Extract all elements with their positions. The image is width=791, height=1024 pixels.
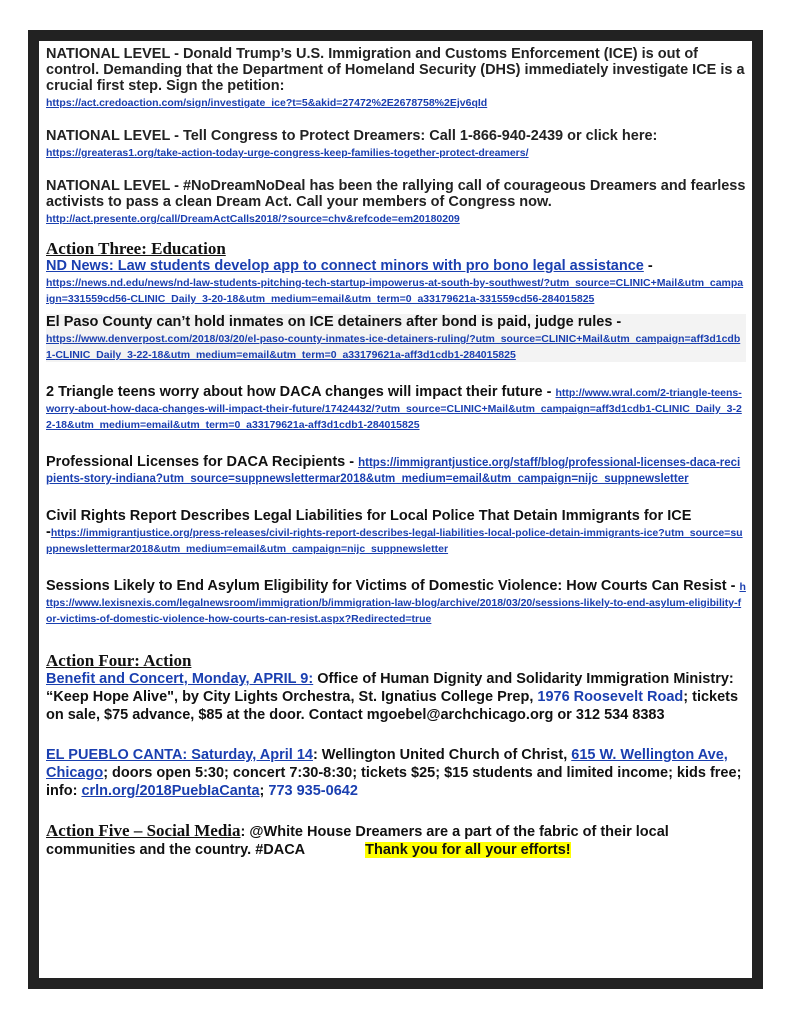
- event-text: Office of Human Dignity and Solidarity Immigration Ministry: “Keep Hope Alive", by City Lights Orchestra, St. Ignatius College Prep,: [46, 671, 734, 705]
- event-title-link[interactable]: Benefit and Concert, Monday, APRIL 9:: [46, 671, 314, 687]
- page-content: [46, 46, 746, 859]
- event-text: ;: [259, 783, 269, 799]
- education-item: [46, 578, 746, 626]
- separator: -: [726, 578, 740, 594]
- news-title: Civil Rights Report Describes Legal Liabilities for Local Police That Detain Immigrants for ICE: [46, 508, 692, 524]
- education-item: [46, 454, 746, 486]
- news-url-link[interactable]: https://www.lexisnexis.com/legalnewsroom/immigration/b/immigration-law-blog/archive/2018/03/20/sessions-likely-to-end-asylum-eligibility-for-victims-of-domestic-violence-how-courts-can-resist.aspx?Redirected=true: [46, 581, 746, 625]
- dream-act-link[interactable]: http://act.presente.org/call/DreamActCalls2018/?source=chv&refcode=em20180209: [46, 213, 460, 225]
- event-address[interactable]: 1976 Roosevelt Road: [537, 689, 684, 705]
- action-five: [46, 822, 746, 859]
- event-text: ; tickets on sale, $75 advance, $85 at the door. Contact mgoebel@archchicago.org or 312 534 8383: [46, 689, 739, 723]
- national-item-2: [46, 128, 746, 160]
- event-title-link[interactable]: EL PUEBLO CANTA: Saturday, April 14: [46, 747, 313, 763]
- national-kicker: NATIONAL LEVEL -: [46, 178, 183, 194]
- action-five-text: : @White House Dreamers are a part of the fabric of their local communities and the country. #DACA: [46, 824, 669, 858]
- event-text: : Wellington United Church of Christ,: [312, 747, 572, 763]
- news-url-link[interactable]: http://www.wral.com/2-triangle-teens-worry-about-how-daca-changes-will-impact-their-future/17424432/?utm_source=CLINIC+Mail&utm_campaign=aff3d1cdb1-CLINIC_Daily_3-22-18&utm_medium=email&utm_term=0_a33179621a-aff3d1cdb1-284015825: [46, 387, 742, 431]
- news-url-link[interactable]: https://immigrantjustice.org/press-releases/civil-rights-report-describes-legal-liabilities-local-police-detain-immigrants-ice?utm_source=suppnewslettermar2018&utm_medium=email&utm_campaign=nijc_suppnewsletter: [46, 527, 743, 555]
- education-item: [46, 314, 746, 362]
- education-item: [46, 258, 746, 306]
- education-item: [46, 508, 746, 556]
- national-kicker: NATIONAL LEVEL -: [46, 128, 183, 144]
- event-pueblo-canta: [46, 746, 746, 800]
- thanks-highlight: Thank you for all your efforts!: [365, 842, 571, 858]
- separator: -: [643, 258, 653, 274]
- separator: -: [612, 314, 622, 330]
- action-four-heading: Action Four: Action: [46, 651, 192, 670]
- national-text: Tell Congress to Protect Dreamers: Call 1-866-940-2439 or click here:: [182, 128, 658, 144]
- dreamers-link[interactable]: https://greateras1.org/take-action-today-urge-congress-keep-families-together-protect-dreamers/: [46, 147, 529, 159]
- national-item-1: [46, 46, 746, 110]
- petition-link[interactable]: https://act.credoaction.com/sign/investigate_ice?t=5&akid=27472%2E2678758%2Ejv6qId: [46, 97, 488, 109]
- news-title: Professional Licenses for DACA Recipients: [46, 454, 346, 470]
- event-address-link[interactable]: 615 W. Wellington Ave, Chicago: [46, 747, 728, 781]
- national-kicker: NATIONAL LEVEL -: [46, 46, 183, 62]
- national-text: #NoDreamNoDeal has been the rallying call of courageous Dreamers and fearless activists to pass a clean Dream Act. Call your members of Congress now.: [46, 178, 746, 210]
- national-text: Donald Trump’s U.S. Immigration and Customs Enforcement (ICE) is out of control. Demanding that the Department of Homeland Security (DHS) immediately investigate ICE is a crucial first step. Sign the petition:: [46, 46, 745, 94]
- event-phone[interactable]: 773 935-0642: [268, 783, 358, 799]
- event-text: ; doors open 5:30; concert 7:30-8:30; tickets $25; $15 students and limited income; kids free; info:: [46, 765, 742, 799]
- news-url-link[interactable]: https://immigrantjustice.org/staff/blog/professional-licenses-daca-recipients-story-indiana?utm_source=suppnewslettermar2018&utm_medium=email&utm_campaign=nijc_suppnewsletter: [46, 457, 741, 485]
- news-url-link[interactable]: https://www.denverpost.com/2018/03/20/el-paso-county-inmates-ice-detainers-ruling/?utm_source=CLINIC+Mail&utm_campaign=aff3d1cdb1-CLINIC_Daily_3-22-18&utm_medium=email&utm_term=0_a33179621a-aff3d1cdb1-284015825: [46, 333, 741, 361]
- news-title: Sessions Likely to End Asylum Eligibility for Victims of Domestic Violence: How Courts Can Resist: [46, 578, 727, 594]
- national-item-3: [46, 178, 746, 226]
- event-info-link[interactable]: crln.org/2018PuebIaCanta: [81, 783, 260, 799]
- separator: -: [542, 384, 556, 400]
- news-title: El Paso County can’t hold inmates on ICE detainers after bond is paid, judge rules: [46, 314, 613, 330]
- education-item: [46, 384, 746, 432]
- news-url-link[interactable]: https://news.nd.edu/news/nd-law-students-pitching-tech-startup-impowerus-at-south-by-southwest/?utm_source=CLINIC+Mail&utm_campaign=331559cd56-CLINIC_Daily_3-20-18&utm_medium=email&utm_term=0_a33179621a-331559cd56-284015825: [46, 277, 744, 305]
- separator: -: [46, 524, 51, 540]
- action-three-heading: Action Three: Education: [46, 239, 226, 258]
- separator: -: [345, 454, 359, 470]
- news-title-link[interactable]: ND News: Law students develop app to connect minors with pro bono legal assistance: [46, 258, 644, 274]
- news-title: 2 Triangle teens worry about how DACA changes will impact their future: [46, 384, 543, 400]
- action-five-heading: Action Five – Social Media: [46, 821, 241, 840]
- event-benefit-concert: [46, 670, 746, 724]
